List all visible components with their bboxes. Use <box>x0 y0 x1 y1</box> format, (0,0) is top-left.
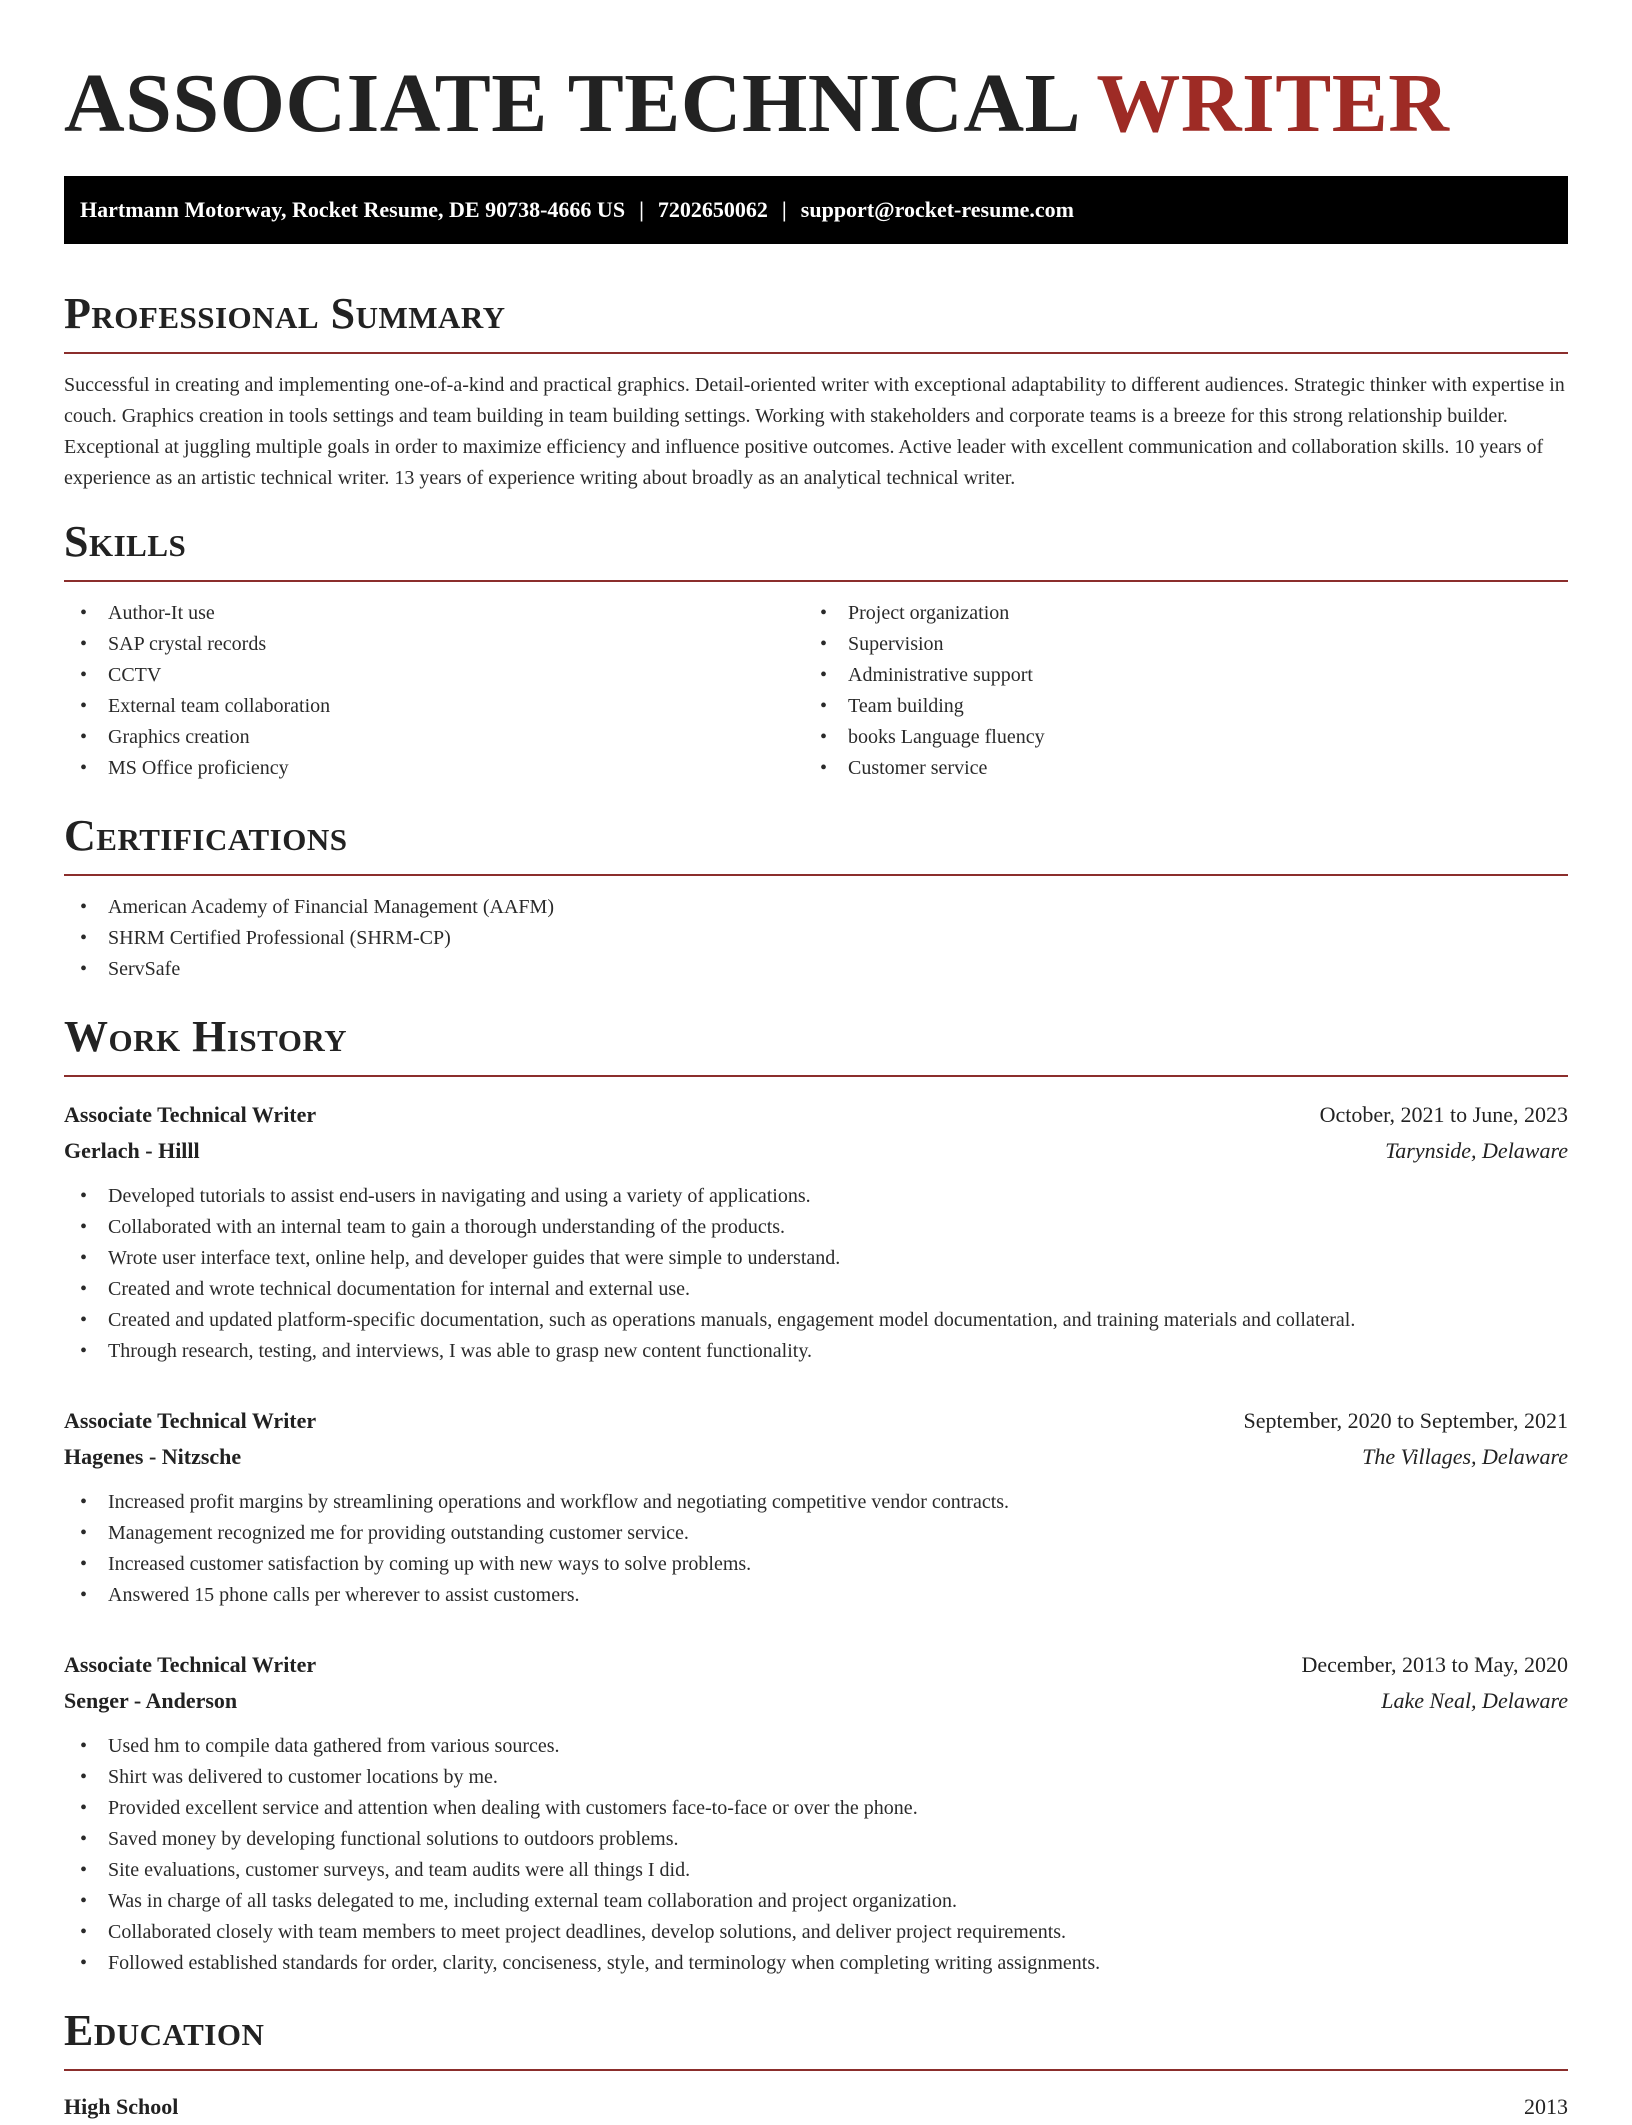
skill-item: • Customer service <box>804 753 1544 784</box>
job-bullet: • Developed tutorials to assist end-users in navigating and using a variety of applications. <box>64 1181 1568 1212</box>
job-bullet: • Management recognized me for providing outstanding customer service. <box>64 1518 1568 1549</box>
section-divider <box>64 874 1568 876</box>
certification-item: • SHRM Certified Professional (SHRM-CP) <box>64 923 1568 954</box>
contact-bar <box>64 176 1568 244</box>
skills-section <box>64 516 1568 784</box>
job-bullet: • Site evaluations, customer surveys, and team audits were all things I did. <box>64 1855 1568 1886</box>
job-bullet: • Shirt was delivered to customer locations by me. <box>64 1762 1568 1793</box>
job-header-row <box>64 1647 1568 1683</box>
job-bullets <box>64 1487 1568 1611</box>
certifications-list <box>64 892 1568 985</box>
job-dates: September, 2020 to September, 2021 <box>1243 1408 1568 1433</box>
skill-item: • External team collaboration <box>64 691 804 722</box>
job-bullet: • Was in charge of all tasks delegated to me, including external team collaboration and project organization. <box>64 1886 1568 1917</box>
section-divider <box>64 1075 1568 1077</box>
job-company: Gerlach - Hilll <box>64 1138 200 1163</box>
job-bullets <box>64 1731 1568 1979</box>
section-title-summary: Professional Summary <box>64 289 506 338</box>
skills-grid <box>64 598 1568 784</box>
contact-email: support@rocket-resume.com <box>800 197 1074 222</box>
skill-item: • Administrative support <box>804 660 1544 691</box>
skill-item: • Graphics creation <box>64 722 804 753</box>
section-title-certifications: Certifications <box>64 811 348 860</box>
education-section <box>64 2005 1568 2125</box>
job-title: Associate Technical Writer <box>64 1652 317 1677</box>
job-title: Associate Technical Writer <box>64 1102 317 1127</box>
contact-phone: 7202650062 <box>657 197 768 222</box>
job-location: Lake Neal, Delaware <box>1381 1688 1568 1713</box>
job-bullet: • Created and wrote technical documentation for internal and external use. <box>64 1274 1568 1305</box>
section-title-education: Education <box>64 2006 265 2055</box>
job-header-row <box>64 1097 1568 1133</box>
job-company: Senger - Anderson <box>64 1688 238 1713</box>
certifications-section <box>64 810 1568 985</box>
section-title-skills: Skills <box>64 517 187 566</box>
job-bullet: • Answered 15 phone calls per wherever to assist customers. <box>64 1580 1568 1611</box>
job-bullet: • Followed established standards for order, clarity, conciseness, style, and terminology when completing writing assignments. <box>64 1948 1568 1979</box>
education-row <box>64 2089 1568 2125</box>
contact-separator: | <box>639 197 644 222</box>
summary-section <box>64 288 1568 494</box>
skill-item: • SAP crystal records <box>64 629 804 660</box>
job-bullets <box>64 1181 1568 1367</box>
job-bullet: • Wrote user interface text, online help, and developer guides that were simple to understand. <box>64 1243 1568 1274</box>
skill-item: • MS Office proficiency <box>64 753 804 784</box>
job-title: Associate Technical Writer <box>64 1408 317 1433</box>
contact-separator: | <box>781 197 787 222</box>
resume-name <box>64 0 1568 152</box>
job-bullet: • Provided excellent service and attention when dealing with customers face-to-face or over the phone. <box>64 1793 1568 1824</box>
name-last: WRITER <box>1096 57 1450 150</box>
skill-item: • Supervision <box>804 629 1544 660</box>
work-history-section <box>64 1011 1568 1979</box>
job-bullet: • Saved money by developing functional solutions to outdoors problems. <box>64 1824 1568 1855</box>
job-bullet: • Collaborated with an internal team to gain a thorough understanding of the products. <box>64 1212 1568 1243</box>
name-first: ASSOCIATE TECHNICAL <box>64 57 1077 150</box>
skill-item: • CCTV <box>64 660 804 691</box>
contact-address: Hartmann Motorway, Rocket Resume, DE 90738-4666 US <box>80 197 626 222</box>
skill-item: • Team building <box>804 691 1544 722</box>
job-dates: December, 2013 to May, 2020 <box>1301 1652 1568 1677</box>
job-bullet: • Increased profit margins by streamlining operations and workflow and negotiating competitive vendor contracts. <box>64 1487 1568 1518</box>
job-location: The Villages, Delaware <box>1362 1444 1568 1469</box>
job-location: Tarynside, Delaware <box>1385 1138 1568 1163</box>
skill-item: • books Language fluency <box>804 722 1544 753</box>
skill-item: • Author-It use <box>64 598 804 629</box>
skill-item: • Project organization <box>804 598 1544 629</box>
skills-list-left <box>64 598 804 784</box>
section-divider <box>64 2069 1568 2071</box>
job-entry <box>64 1647 1568 1979</box>
job-subheader-row <box>64 1133 1568 1169</box>
job-subheader-row <box>64 1683 1568 1719</box>
job-bullet: • Collaborated closely with team members to meet project deadlines, develop solutions, and deliver project requirements. <box>64 1917 1568 1948</box>
job-entry <box>64 1097 1568 1367</box>
resume-page <box>64 0 1568 2125</box>
job-entry <box>64 1403 1568 1611</box>
job-header-row <box>64 1403 1568 1439</box>
section-title-work-history: Work History <box>64 1012 348 1061</box>
job-company: Hagenes - Nitzsche <box>64 1444 242 1469</box>
job-bullet: • Increased customer satisfaction by coming up with new ways to solve problems. <box>64 1549 1568 1580</box>
section-divider <box>64 352 1568 354</box>
job-bullet: • Through research, testing, and interviews, I was able to grasp new content functionality. <box>64 1336 1568 1367</box>
summary-text: Successful in creating and implementing one-of-a-kind and practical graphics. Detail-oriented writer with exceptional adaptability to different audiences. Strategic thinker with expertise in couch. Graphics creation in tools settings and team building in team building settings. Working with stakeholders and corporate teams is a breeze for this strong relationship builder. Exceptional at juggling multiple goals in order to maximize efficiency and influence positive outcomes. Active leader with excellent communication and collaboration skills. 10 years of experience as an artistic technical writer. 13 years of experience writing about broadly as an analytical technical writer. <box>64 374 1565 489</box>
skills-list-right <box>804 598 1544 784</box>
job-dates: October, 2021 to June, 2023 <box>1319 1102 1568 1127</box>
job-bullet: • Created and updated platform-specific documentation, such as operations manuals, engagement model documentation, and training materials and collateral. <box>64 1305 1568 1336</box>
education-year: 2013 <box>1524 2094 1568 2119</box>
job-subheader-row <box>64 1439 1568 1475</box>
education-degree: High School <box>64 2094 179 2119</box>
section-divider <box>64 580 1568 582</box>
certification-item: • American Academy of Financial Management (AAFM) <box>64 892 1568 923</box>
certification-item: • ServSafe <box>64 954 1568 985</box>
job-bullet: • Used hm to compile data gathered from various sources. <box>64 1731 1568 1762</box>
